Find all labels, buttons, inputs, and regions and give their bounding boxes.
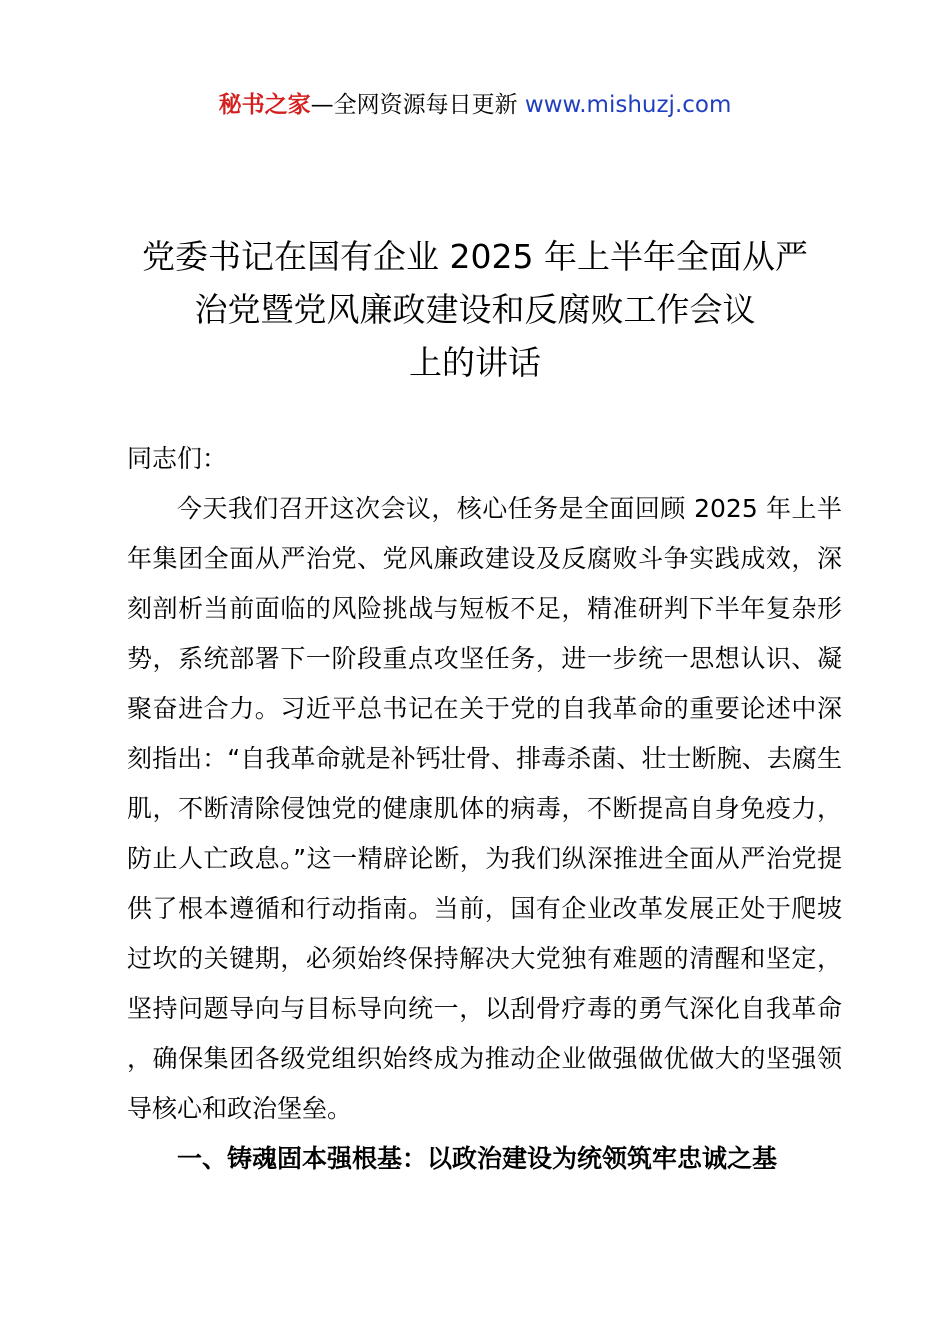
- title-line-2: 治党暨党风廉政建设和反腐败工作会议: [194, 290, 756, 329]
- section-heading-1: 一、铸魂固本强根基：以政治建设为统领筑牢忠诚之基: [177, 1144, 778, 1173]
- paragraph-intro: 今天我们召开这次会议，核心任务是全面回顾 2025 年上半年集团全面从严治党、党风廉政建设及反腐败斗争实践成效，深刻剖析当前面临的风险挑战与短板不足，精准研判下半年复杂形势，系统部署下一阶段重点攻坚任务，进一步统一思想认识、凝聚奋进合力。习近平总书记在关于党的自我革命的重要论述中深刻指出：“自我革命就是补钙壮骨、排毒杀菌、壮士断腕、去腐生肌，不断清除侵蚀党的健康肌体的病毒，不断提高自身免疫力，防止人亡政息。”这一精辟论断，为我们纵深推进全面从严治党提供了根本遵循和行动指南。当前，国有企业改革发展正处于爬坡过坎的关键期，必须始终保持解决大党独有难题的清醒和坚定，坚持问题导向与目标导向统一，以刮骨疗毒的勇气深化自我革命，确保集团各级党组织始终成为推动企业做强做优做大的坚强领导核心和政治堡垒。: [127, 494, 842, 1123]
- document-title: [0, 230, 950, 389]
- title-line-3: 上的讲话: [409, 343, 541, 382]
- title-line-1: 党委书记在国有企业 2025 年上半年全面从严: [142, 237, 808, 276]
- brand-name: 秘书之家: [218, 92, 311, 118]
- greeting: 同志们：: [127, 444, 228, 473]
- site-header: [0, 88, 950, 122]
- site-slogan: —全网资源每日更新: [310, 92, 518, 118]
- site-url-link[interactable]: www.mishuzj.com: [524, 92, 732, 118]
- document-body: [127, 434, 842, 1184]
